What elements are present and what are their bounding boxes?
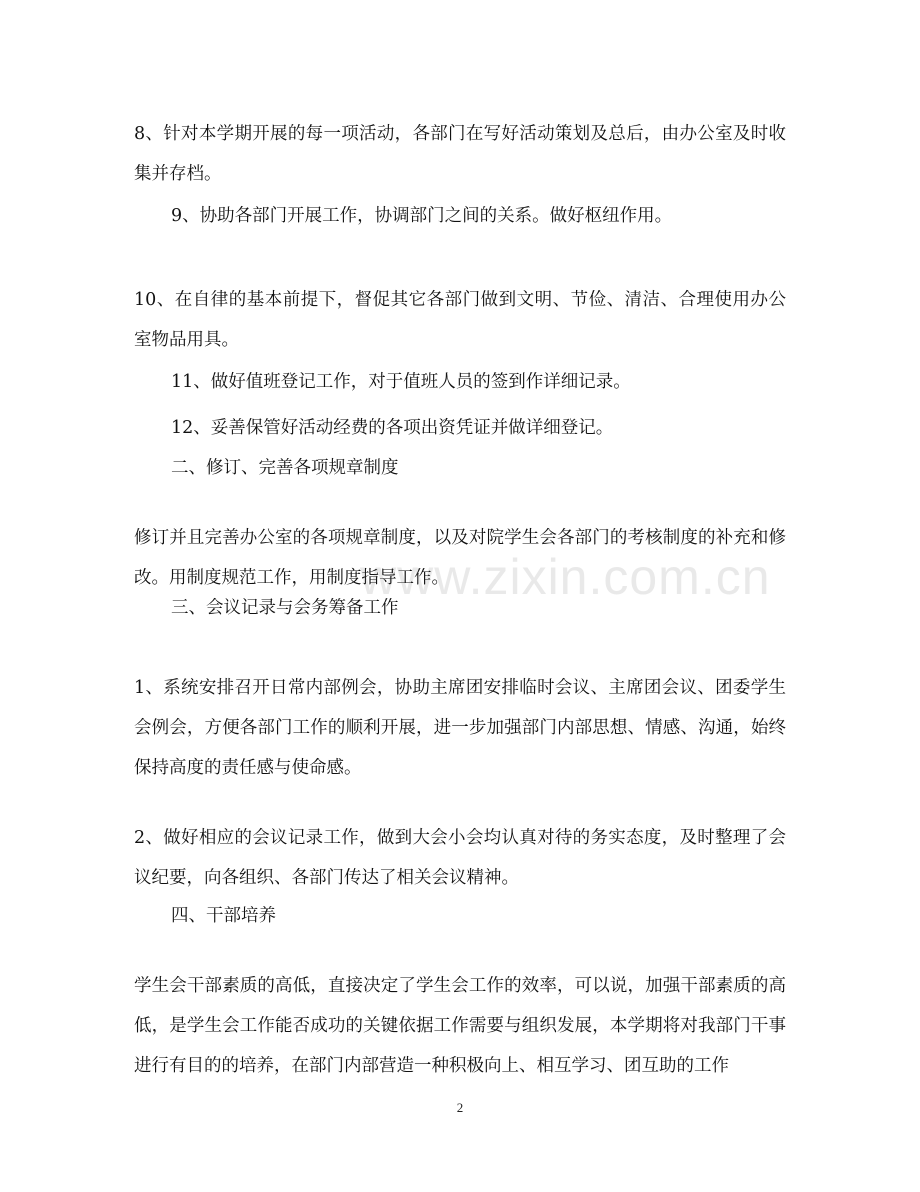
page-number: 2 <box>456 1100 464 1115</box>
section-heading-3: 三、会议记录与会务筹备工作 <box>171 598 399 618</box>
paragraph-item-8: 8、针对本学期开展的每一项活动，各部门在写好活动策划及总后，由办公室及时收集并存档。 <box>134 124 786 184</box>
paragraph-item-11: 11、做好值班登记工作，对于值班人员的签到作详细记录。 <box>171 372 631 392</box>
paragraph-meetings-1: 1、系统安排召开日常内部例会，协助主席团安排临时会议、主席团会议、团委学生会例会，方便各部门工作的顺利开展，进一步加强部门内部思想、情感、沟通，始终保持高度的责任感与使命感。 <box>134 678 786 778</box>
paragraph-item-10: 10、在自律的基本前提下，督促其它各部门做到文明、节俭、清洁、合理使用办公室物品用具。 <box>134 290 786 350</box>
paragraph-item-9: 9、协助各部门开展工作，协调部门之间的关系。做好枢纽作用。 <box>171 206 673 226</box>
paragraph-meetings-2: 2、做好相应的会议记录工作，做到大会小会均认真对待的务实态度，及时整理了会议纪要，向各组织、各部门传达了相关会议精神。 <box>134 828 786 888</box>
section-heading-4: 四、干部培养 <box>171 906 276 926</box>
watermark: www.zixin.com.cn <box>360 549 771 605</box>
paragraph-cadre-training: 学生会干部素质的高低，直接决定了学生会工作的效率，可以说，加强干部素质的高低，是学生会工作能否成功的关键依据工作需要与组织发展，本学期将对我部门干事进行有目的的培养，在部门内部营造一种积极向上、相互学习、团互助的工作 <box>134 976 786 1076</box>
section-heading-2: 二、修订、完善各项规章制度 <box>171 458 399 478</box>
paragraph-regulations: 修订并且完善办公室的各项规章制度，以及对院学生会各部门的考核制度的补充和修改。用制度规范工作，用制度指导工作。 <box>134 528 786 588</box>
paragraph-item-12: 12、妥善保管好活动经费的各项出资凭证并做详细登记。 <box>171 418 614 438</box>
